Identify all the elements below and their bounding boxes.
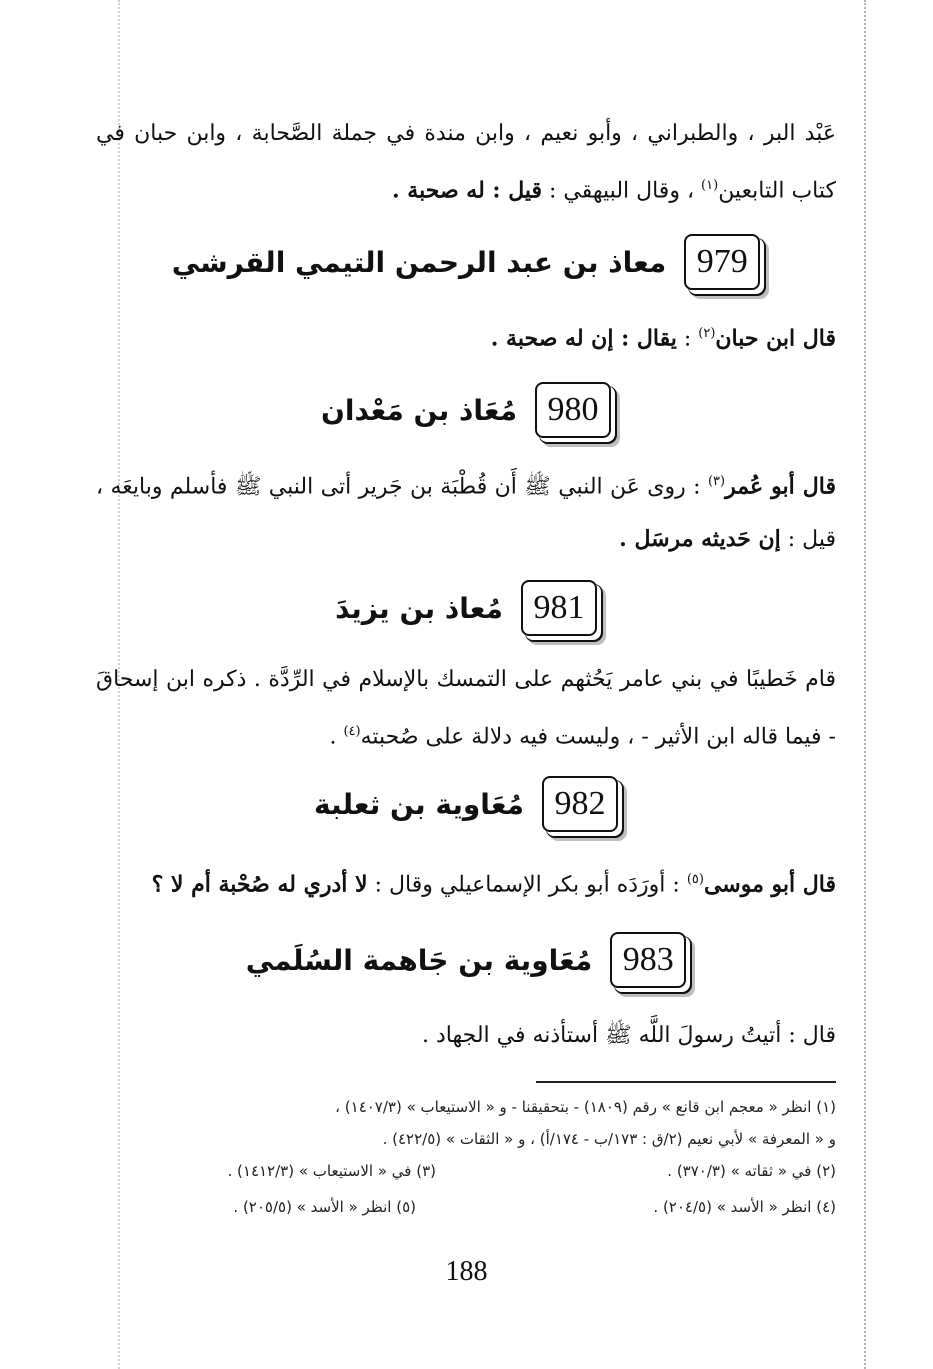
entry-heading-979: [96, 222, 836, 302]
entry-982-text: [96, 854, 836, 911]
footnote-ref-3[interactable]: (٣): [707, 474, 726, 489]
right-margin-dotted-line: [864, 0, 866, 1369]
entry-heading-982: [96, 764, 836, 844]
footnote-4: (٤) انظر « الأسد » (٢٠٤/٥) .: [653, 1198, 836, 1216]
intro-paragraph: [96, 108, 836, 217]
footnote-1-line-2: و « المعرفة » لأبي نعيم (٢/ق : ١٧٣/ب - ١٧٤/أ) ، و « الثقات » (٤٢٢/٥) .: [382, 1130, 836, 1148]
entry-number-box: 983: [610, 932, 686, 988]
body-bold: إن حَديثه مرسَل .: [619, 526, 781, 553]
body-bold: لا أدري له صُحْبة أم لا ؟: [151, 871, 368, 898]
body-text: :: [676, 326, 699, 352]
entry-title: مُعَاوية بن ثعلبة: [314, 787, 524, 821]
entry-number-box: 981: [521, 580, 597, 636]
entry-number-box: 979: [684, 234, 760, 290]
entry-title: مُعَاوية بن جَاهمة السُلَمي: [245, 943, 593, 977]
entry-title: معاذ بن عبد الرحمن التيمي القرشي: [171, 245, 667, 279]
footnote-ref-5[interactable]: (٥): [686, 872, 704, 887]
footnote-ref-1[interactable]: (١): [701, 178, 719, 193]
entry-heading-983: [96, 920, 836, 1000]
entry-heading-980: [96, 370, 836, 450]
entry-title: مُعاذ بن يزيدَ: [335, 591, 503, 625]
page-number: 188: [445, 1256, 488, 1287]
entry-heading-981: [96, 568, 836, 648]
intro-text: عَبْد البر ، والطبراني ، وأبو نعيم ، وابن مندة في جملة الصَّحابة ، وابن حبان في كتاب التابعين: [96, 121, 836, 204]
footnote-2: (٢) في « ثقاته » (٣٧٠/٣) .: [667, 1162, 836, 1180]
entry-981-text: [96, 654, 836, 763]
footnote-3: (٣) في « الاستيعاب » (١٤١٢/٣) .: [227, 1162, 436, 1180]
entry-979-text: [96, 308, 836, 365]
body-bold: يقال : إن له صحبة .: [490, 325, 677, 352]
body-text: : روى عَن النبي ﷺ أَن قُطْبَة بن جَرير أتى النبي ﷺ فأسلم وبايعَه ، قيل :: [96, 474, 836, 553]
entry-title: مُعَاذ بن مَعْدان: [320, 393, 518, 427]
body-tail: .: [329, 724, 344, 750]
body-text: : أورَدَه أبو بكر الإسماعيلي وقال :: [367, 872, 687, 898]
entry-number-box: 982: [542, 776, 618, 832]
footnote-ref-2[interactable]: (٢): [698, 326, 716, 341]
body-text: قام خَطيبًا في بني عامر يَحُثهم على التمسك بالإسلام في الرِّدَّة . ذكره ابن إسحاقَ - فيما قاله ابن الأثير - ، وليست فيه دلالة على صُحبته: [96, 667, 836, 750]
entry-983-text: [96, 1010, 836, 1062]
intro-bold-text: قيل : له صحبة .: [391, 177, 543, 204]
entry-980-text: [96, 456, 836, 566]
entry-number-box: 980: [535, 382, 611, 438]
footnote-1-line-1: (١) انظر « معجم ابن قانع » رقم (١٨٠٩) - بتحقيقنا - و « الاستيعاب » (١٤٠٧/٣) ،: [335, 1098, 836, 1116]
footnote-separator: [536, 1081, 836, 1083]
body-text: قال : أتيتُ رسولَ اللَّه ﷺ أستأذنه في الجهاد .: [421, 1023, 836, 1048]
footnote-5: (٥) انظر « الأسد » (٢٠٥/٥) .: [233, 1198, 416, 1216]
lead-bold: قال أبو موسى: [703, 871, 836, 898]
intro-tail: ، وقال البيهقي :: [542, 178, 702, 204]
footnote-ref-4[interactable]: (٤): [343, 724, 361, 739]
lead-bold: قال ابن حبان: [715, 325, 836, 352]
lead-bold: قال أبو عُمر: [725, 473, 837, 500]
